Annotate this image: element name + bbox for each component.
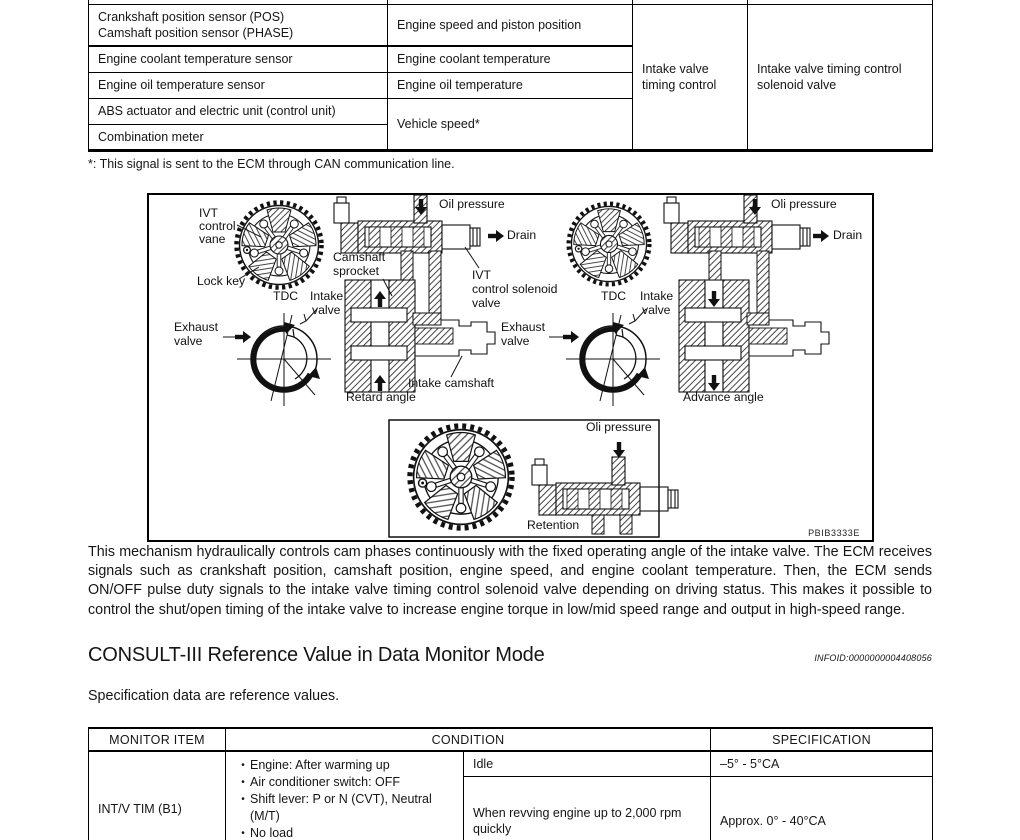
sensor-cell	[89, 4, 388, 46]
sensor-line: Crankshaft position sensor (POS)	[98, 9, 285, 24]
condition-bullet	[236, 757, 455, 774]
label-ivt-solenoid: valve	[472, 296, 501, 310]
label-ivt-solenoid: control solenoid	[472, 282, 558, 296]
label-exhaust-valve-left: Exhaust	[174, 320, 219, 334]
condition-text: Engine: After warming up	[250, 758, 390, 772]
label-intake-valve-left: Intake	[310, 289, 344, 303]
label-intake-camshaft: Intake camshaft	[408, 376, 495, 390]
label-advance-angle: Advance angle	[683, 390, 764, 404]
label-drain-right: Drain	[833, 228, 863, 242]
monitor-item-cell: INT/V TIM (B1)	[89, 751, 226, 840]
label-ivt-control-vane: control	[199, 219, 236, 233]
label-ivt-control-vane: IVT	[199, 206, 218, 220]
case-condition-cell: When revving engine up to 2,000 rpm quickly	[464, 776, 711, 840]
conditions-cell	[226, 751, 464, 840]
actuator-cell: Intake valve timing control solenoid valve	[748, 4, 933, 150]
label-ivt-solenoid: IVT	[472, 268, 491, 282]
figure-code: PBIB3333E	[808, 528, 860, 538]
condition-bullet	[236, 791, 455, 825]
sensor-cell: Engine coolant temperature sensor	[89, 46, 388, 72]
sensor-line: Camshaft position sensor (PHASE)	[98, 25, 294, 40]
label-oil-pressure-bottom: Oli pressure	[586, 420, 652, 434]
signal-cell: Engine speed and piston position	[388, 4, 633, 46]
condition-text: Shift lever: P or N (CVT), Neutral (M/T)	[250, 792, 432, 823]
label-oil-pressure-right: Oli pressure	[771, 197, 837, 211]
condition-bullet	[236, 774, 455, 791]
table-row	[89, 4, 933, 46]
label-camshaft-sprocket: Camshaft	[333, 250, 386, 264]
condition-text: Air conditioner switch: OFF	[250, 775, 401, 789]
input-output-table	[88, 0, 933, 152]
section-title: CONSULT-III Reference Value in Data Monitor Mode	[88, 644, 545, 666]
ivt-diagram-artwork	[149, 195, 872, 540]
header-monitor-item: MONITOR ITEM	[89, 728, 226, 751]
signal-cell: Engine oil temperature	[388, 72, 633, 98]
label-retention: Retention	[527, 518, 580, 532]
reference-value-table	[88, 727, 933, 840]
label-intake-valve-right: Intake	[640, 289, 674, 303]
signal-cell: Engine coolant temperature	[388, 46, 633, 72]
case-spec-cell: –5° - 5°CA	[711, 751, 933, 776]
signal-cell: Vehicle speed*	[388, 98, 633, 150]
label-ivt-control-vane: vane	[199, 232, 226, 246]
label-exhaust-valve-right: valve	[501, 334, 530, 348]
label-lock-key: Lock key	[197, 274, 246, 288]
label-tdc-right: TDC	[601, 289, 627, 303]
section-heading-row	[88, 644, 932, 667]
sensor-cell: Combination meter	[89, 124, 388, 150]
case-spec-cell: Approx. 0° - 40°CA	[711, 776, 933, 840]
table-header-row	[89, 728, 933, 751]
infoid-code: INFOID:0000000004408056	[814, 653, 932, 663]
header-condition: CONDITION	[226, 728, 711, 751]
header-specification: SPECIFICATION	[711, 728, 933, 751]
mechanism-description: This mechanism hydraulically controls cam phases continuously with the fixed operating angle of the intake valve. The ECM receives signals such as crankshaft position, camshaft position, engine speed, and engine coolant temperature. Then, the ECM sends ON/OFF pulse duty signals to the intake valve timing control solenoid valve depending on driving status. This makes it possible to control the shut/open timing of the intake valve to increase engine torque in low/mid speed range and output in high-speed range.	[88, 544, 932, 618]
label-intake-valve-left: valve	[312, 303, 341, 317]
label-exhaust-valve-right: Exhaust	[501, 320, 546, 334]
table-row	[89, 751, 933, 776]
sensor-cell: ABS actuator and electric unit (control unit)	[89, 98, 388, 124]
label-intake-valve-right: valve	[642, 303, 671, 317]
bullet-icon: •	[241, 794, 245, 805]
label-oil-pressure-left: Oil pressure	[439, 197, 505, 211]
spec-intro-text: Specification data are reference values.	[88, 688, 340, 704]
condition-bullet	[236, 825, 455, 840]
bullet-icon: •	[241, 828, 245, 839]
label-tdc-left: TDC	[273, 289, 299, 303]
label-drain-left: Drain	[507, 228, 537, 242]
case-condition-cell: Idle	[464, 751, 711, 776]
label-retard-angle: Retard angle	[346, 390, 416, 404]
bullet-icon: •	[241, 777, 245, 788]
condition-text: No load	[250, 826, 294, 840]
label-camshaft-sprocket: sprocket	[333, 264, 380, 278]
bullet-icon: •	[241, 760, 245, 771]
ecm-function-cell: Intake valve timing control	[633, 4, 748, 150]
label-exhaust-valve-left: valve	[174, 334, 203, 348]
ivt-mechanism-figure	[147, 193, 874, 542]
sensor-cell: Engine oil temperature sensor	[89, 72, 388, 98]
can-footnote: *: This signal is sent to the ECM through CAN communication line.	[88, 157, 455, 171]
